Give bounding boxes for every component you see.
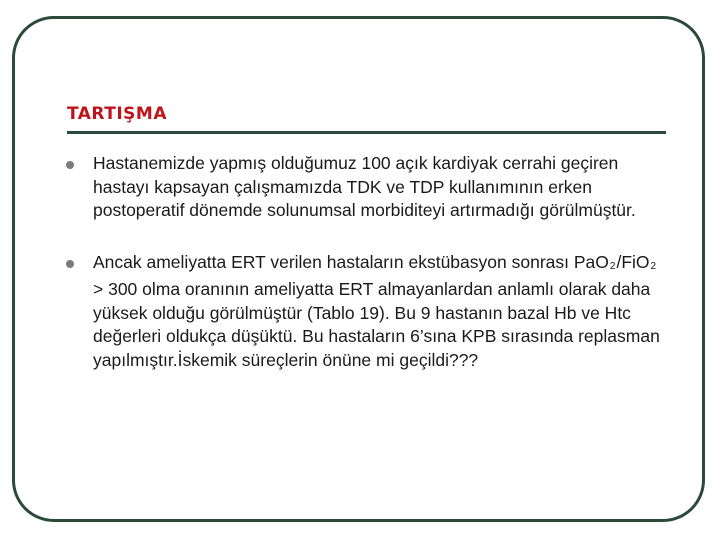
bullet-dot-icon	[66, 260, 74, 268]
subscript-2a: 2	[609, 260, 616, 272]
bullet-list	[66, 152, 666, 400]
bullet-item-1	[66, 152, 666, 223]
subscript-2b: 2	[650, 260, 657, 272]
bullet-item-2	[66, 251, 666, 373]
oxygen-symbol-b: O	[635, 251, 650, 272]
bullet-text-2	[93, 252, 660, 370]
title-divider	[67, 131, 666, 134]
bullet-dot-icon	[66, 161, 74, 169]
bullet-text-1: Hastanemizde yapmış olduğumuz 100 açık kardiyak cerrahi geçiren hastayı kapsayan çalışmamızda TDK ve TDP kullanımının erken postoperatif dönemde solunumsal morbiditeyi artırmadığı görülmüştür.	[93, 153, 636, 220]
bullet-text-2-before: Ancak ameliyatta ERT verilen hastaların ekstübasyon sonrası Pa	[93, 251, 596, 272]
bullet-text-2-after: > 300 olma oranının ameliyatta ERT almayanlardan anlamlı olarak daha yüksek olduğu görülmüştür (Tablo 19). Bu 9 hastanın bazal Hb ve Htc değerleri oldukça düşüktü. Bu hastaların 6’sına KPB sırasında replasman yapılmıştır.İskemik süreçlerin önüne mi geçildi???	[93, 279, 660, 370]
oxygen-symbol-a: O	[595, 251, 609, 272]
slide-title: TARTIŞMA	[67, 104, 167, 124]
fio2-label: /Fi	[616, 251, 636, 272]
